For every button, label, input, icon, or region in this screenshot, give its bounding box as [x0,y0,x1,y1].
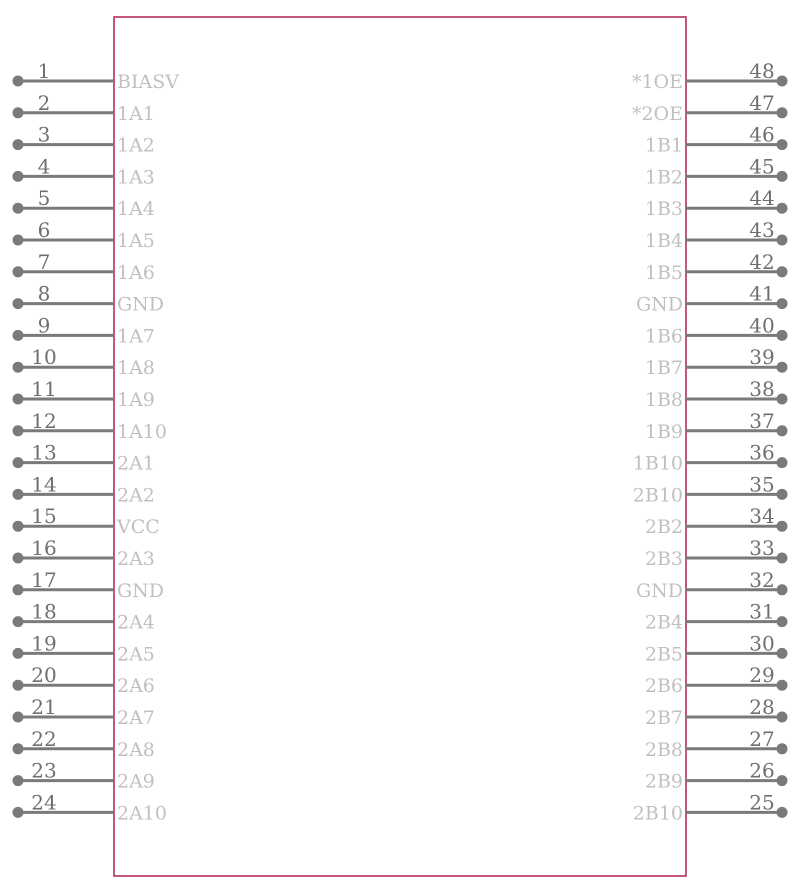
left-pin-14 [13,472,155,506]
pin-name: 2A9 [117,770,155,793]
right-pin-30 [645,631,788,665]
left-pin-12 [13,409,168,443]
pin-name: *2OE [631,102,683,125]
pin-number: 32 [749,567,775,592]
pin-number: 47 [749,90,775,115]
pin-end-dot [777,584,788,595]
pin-name: 2B6 [644,675,683,698]
pin-name: GND [117,293,165,316]
pin-name: 1A1 [117,102,155,125]
pin-end-dot [13,76,24,87]
pin-number: 9 [37,313,51,338]
pin-number: 5 [37,186,51,211]
right-pin-44 [645,186,788,220]
pin-end-dot [777,203,788,214]
pin-name: 1A9 [117,389,155,411]
pin-name: 2B7 [644,707,683,729]
pin-name: 2B3 [644,548,683,570]
right-pin-28 [645,695,788,729]
pin-number: 44 [749,186,775,211]
pin-name: 1B3 [644,198,683,221]
pin-name: VCC [117,516,160,539]
left-pin-20 [13,663,155,697]
pin-name: 2B10 [632,484,683,507]
pin-end-dot [777,139,788,150]
right-pin-38 [645,377,788,411]
pin-number: 28 [749,695,775,719]
right-pin-35 [633,472,788,506]
left-pin-24 [13,790,168,824]
pin-name: 2A1 [117,452,155,475]
pin-number: 40 [749,313,775,338]
pin-end-dot [13,425,24,436]
pin-end-dot [13,330,24,341]
left-pin-19 [13,631,155,665]
left-pin-18 [13,600,155,634]
left-pin-10 [13,345,155,379]
pin-end-dot [777,394,788,405]
pin-number: 22 [31,726,57,751]
pin-name: BIASV [117,71,179,93]
pin-name: 2A4 [117,611,155,634]
pin-end-dot [13,171,24,182]
pin-number: 29 [749,663,775,688]
right-pin-47 [632,91,788,125]
left-pin-21 [13,695,155,729]
right-pin-41 [636,282,788,316]
pin-name: 2B9 [644,770,683,793]
pin-end-dot [777,457,788,468]
pin-number: 38 [749,377,775,401]
left-pin-22 [13,727,155,761]
pin-number: 15 [31,504,57,529]
pin-number: 18 [31,599,57,624]
right-pin-29 [645,663,788,697]
pin-name: 1B10 [632,452,683,475]
left-pin-17 [13,568,165,602]
pin-number: 12 [31,408,57,433]
pin-number: 16 [31,536,57,560]
pin-end-dot [777,648,788,659]
right-pin-26 [645,759,788,793]
right-pin-45 [645,154,788,188]
left-pin-3 [13,123,155,157]
pin-number: 8 [37,281,51,306]
pin-end-dot [13,775,24,786]
pin-number: 43 [749,218,775,242]
pin-end-dot [13,235,24,246]
pin-number: 7 [37,249,51,274]
pin-name: 2A7 [117,707,155,729]
left-pin-8 [13,282,165,316]
right-pin-43 [645,218,788,252]
pin-end-dot [13,107,24,118]
pin-name: GND [635,579,683,602]
pin-name: GND [117,579,165,602]
pin-name: 2B4 [644,611,683,634]
pin-name: 2A8 [117,738,155,761]
pin-name: 2B10 [632,802,683,825]
pin-end-dot [777,743,788,754]
pin-end-dot [777,489,788,500]
right-pin-42 [645,250,788,284]
pin-number: 35 [749,472,775,497]
pin-end-dot [777,107,788,118]
left-pin-16 [13,536,155,570]
right-pin-33 [645,536,788,570]
pin-number: 26 [749,758,775,783]
pin-end-dot [13,457,24,468]
pin-end-dot [13,648,24,659]
pin-end-dot [13,712,24,723]
pin-number: 23 [31,758,57,783]
pin-number: 4 [37,154,51,179]
pin-end-dot [13,139,24,150]
pin-number: 37 [749,408,775,433]
pin-name: 2A2 [117,484,155,507]
pin-number: 11 [31,377,57,401]
right-pin-25 [633,790,788,824]
pin-end-dot [777,425,788,436]
pin-end-dot [13,616,24,627]
pin-number: 46 [749,122,775,147]
pin-end-dot [777,76,788,87]
pin-end-dot [13,298,24,309]
pin-name: 1A5 [117,230,155,252]
pin-number: 36 [749,440,775,465]
left-pin-15 [13,504,160,538]
pin-name: 2A5 [117,643,155,666]
pin-number: 21 [31,695,57,719]
pin-name: 2A3 [117,548,155,570]
pin-end-dot [13,362,24,373]
pin-number: 19 [31,631,57,656]
pin-name: 1B6 [644,325,683,348]
pin-number: 20 [31,663,57,688]
pin-end-dot [777,298,788,309]
left-pin-4 [13,154,155,188]
pin-name: 1B7 [644,357,683,380]
pin-end-dot [777,712,788,723]
pin-end-dot [777,362,788,373]
pin-end-dot [13,743,24,754]
right-pin-column [632,59,788,824]
pin-end-dot [13,266,24,277]
pin-end-dot [777,171,788,182]
pin-end-dot [777,553,788,564]
pin-number: 41 [749,281,775,306]
pin-number: 30 [749,631,775,656]
pin-name: 2A10 [117,802,167,825]
pin-end-dot [777,235,788,246]
pin-name: GND [635,293,683,316]
pin-number: 14 [31,472,57,497]
pin-end-dot [777,521,788,532]
pin-name: 2B8 [644,738,683,761]
pin-number: 1 [37,59,51,83]
pin-name: 1A8 [117,357,155,380]
right-pin-32 [636,568,788,602]
pin-number: 10 [31,345,57,370]
pin-number: 2 [37,90,51,115]
pin-name: 1A7 [117,325,155,348]
left-pin-1 [13,59,180,93]
pin-end-dot [777,775,788,786]
right-pin-46 [645,123,788,157]
pin-name: 1A4 [117,198,155,221]
pin-end-dot [777,330,788,341]
pin-name: 1B9 [644,420,683,443]
pin-end-dot [13,807,24,818]
right-pin-37 [645,409,788,443]
pin-name: 1B2 [644,166,683,189]
pin-end-dot [13,584,24,595]
pin-number: 42 [749,249,775,274]
pin-number: 13 [31,440,57,465]
right-pin-40 [645,313,788,347]
pin-name: 1A10 [117,420,167,443]
pin-name: 1A6 [117,261,155,284]
left-pin-11 [13,377,155,411]
right-pin-39 [645,345,788,379]
pin-number: 45 [749,154,775,179]
left-pin-5 [13,186,155,220]
pin-end-dot [777,807,788,818]
right-pin-31 [645,600,788,634]
pin-number: 3 [37,122,51,147]
pin-name: 2B5 [644,643,683,666]
pin-name: 2A6 [117,675,155,698]
pin-name: 1B4 [644,230,683,252]
left-pin-13 [13,441,155,475]
pin-number: 27 [749,726,775,751]
pin-end-dot [13,521,24,532]
pin-end-dot [13,680,24,691]
pin-end-dot [777,616,788,627]
right-pin-36 [633,441,788,475]
pin-number: 25 [749,790,775,815]
pin-name: 1B8 [644,389,683,411]
pin-number: 17 [31,567,57,592]
pin-name: 1B5 [644,261,683,284]
pin-number: 24 [31,790,57,815]
pin-number: 39 [749,345,775,370]
pin-end-dot [13,203,24,214]
left-pin-9 [13,313,155,347]
pin-name: 2B2 [644,516,683,539]
pin-end-dot [13,553,24,564]
pin-end-dot [13,394,24,405]
left-pin-7 [13,250,155,284]
pin-end-dot [777,266,788,277]
right-pin-27 [645,727,788,761]
left-pin-6 [13,218,155,252]
pin-name: 1A3 [117,166,155,189]
ic-body-outline [114,17,686,876]
left-pin-column [13,59,180,824]
pin-number: 48 [749,59,775,83]
pin-number: 6 [37,218,51,242]
left-pin-23 [13,759,155,793]
pin-end-dot [13,489,24,500]
right-pin-48 [632,59,788,93]
pin-number: 33 [749,536,775,560]
pin-number: 34 [749,504,775,529]
pin-name: 1B1 [644,134,683,157]
left-pin-2 [13,91,155,125]
pin-number: 31 [749,599,775,624]
pin-name: *1OE [631,71,683,93]
pin-name: 1A2 [117,134,155,157]
pin-end-dot [777,680,788,691]
right-pin-34 [645,504,788,538]
